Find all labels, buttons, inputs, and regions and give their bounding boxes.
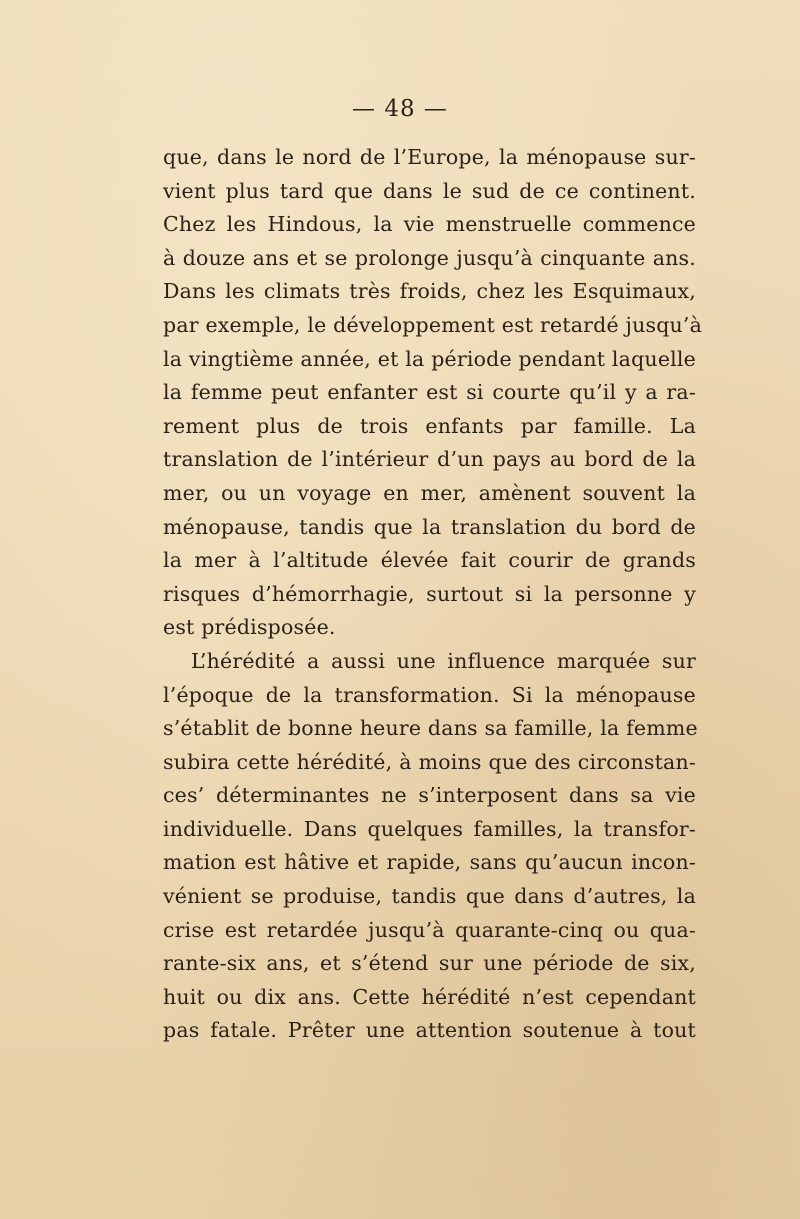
text-line: subira cette hérédité, à moins que des circonstan- <box>163 749 696 774</box>
text-line: Dans les climats très froids, chez les Esquimaux, <box>163 279 696 304</box>
text-line: Chez les Hindous, la vie menstruelle commence <box>163 212 696 237</box>
text-line: ménopause, tandis que la translation du bord de <box>163 514 696 539</box>
text-line: à douze ans et se prolonge jusqu’à cinquante ans. <box>163 245 696 270</box>
paragraph-end-line: est prédisposée. <box>163 615 336 640</box>
text-line: mation est hâtive et rapide, sans qu’aucun incon- <box>163 850 696 875</box>
text-line: par exemple, le développement est retardé jusqu’à <box>163 312 703 337</box>
text-line: la mer à l’altitude élevée fait courir de grands <box>163 548 696 573</box>
text-line: risques d’hémorrhagie, surtout si la personne y <box>163 581 696 606</box>
text-line: que, dans le nord de l’Europe, la ménopause sur- <box>163 145 696 169</box>
text-line: rante-six ans, et s’étend sur une période de six, <box>163 951 696 976</box>
text-line: vient plus tard que dans le sud de ce continent. <box>163 178 696 203</box>
text-line: la vingtième année, et la période pendant laquelle <box>163 346 696 371</box>
text-line: vénient se produise, tandis que dans d’autres, la <box>163 884 696 909</box>
text-line: crise est retardée jusqu’à quarante-cinq ou qua- <box>163 917 696 942</box>
text-line: mer, ou un voyage en mer, amènent souvent la <box>163 480 696 505</box>
text-line: rement plus de trois enfants par famille. La <box>163 413 696 438</box>
page-number: — 48 — <box>352 96 448 122</box>
body-text <box>163 141 703 1048</box>
text-line: huit ou dix ans. Cette hérédité n’est cependant <box>163 984 696 1009</box>
text-line: individuelle. Dans quelques familles, la transfor- <box>163 816 696 841</box>
text-line: pas fatale. Prêter une attention soutenue à tout <box>163 1018 696 1043</box>
text-line: la femme peut enfanter est si courte qu’il y a ra- <box>163 380 696 405</box>
text-line: translation de l’intérieur d’un pays au bord de la <box>163 447 696 472</box>
paragraph-start-line: L’hérédité a aussi une influence marquée sur <box>191 648 696 673</box>
text-line: s’établit de bonne heure dans sa famille, la femme <box>163 716 698 741</box>
text-line: l’époque de la transformation. Si la ménopause <box>163 682 696 707</box>
text-line: ces’ déterminantes ne s’interposent dans sa vie <box>163 783 696 808</box>
